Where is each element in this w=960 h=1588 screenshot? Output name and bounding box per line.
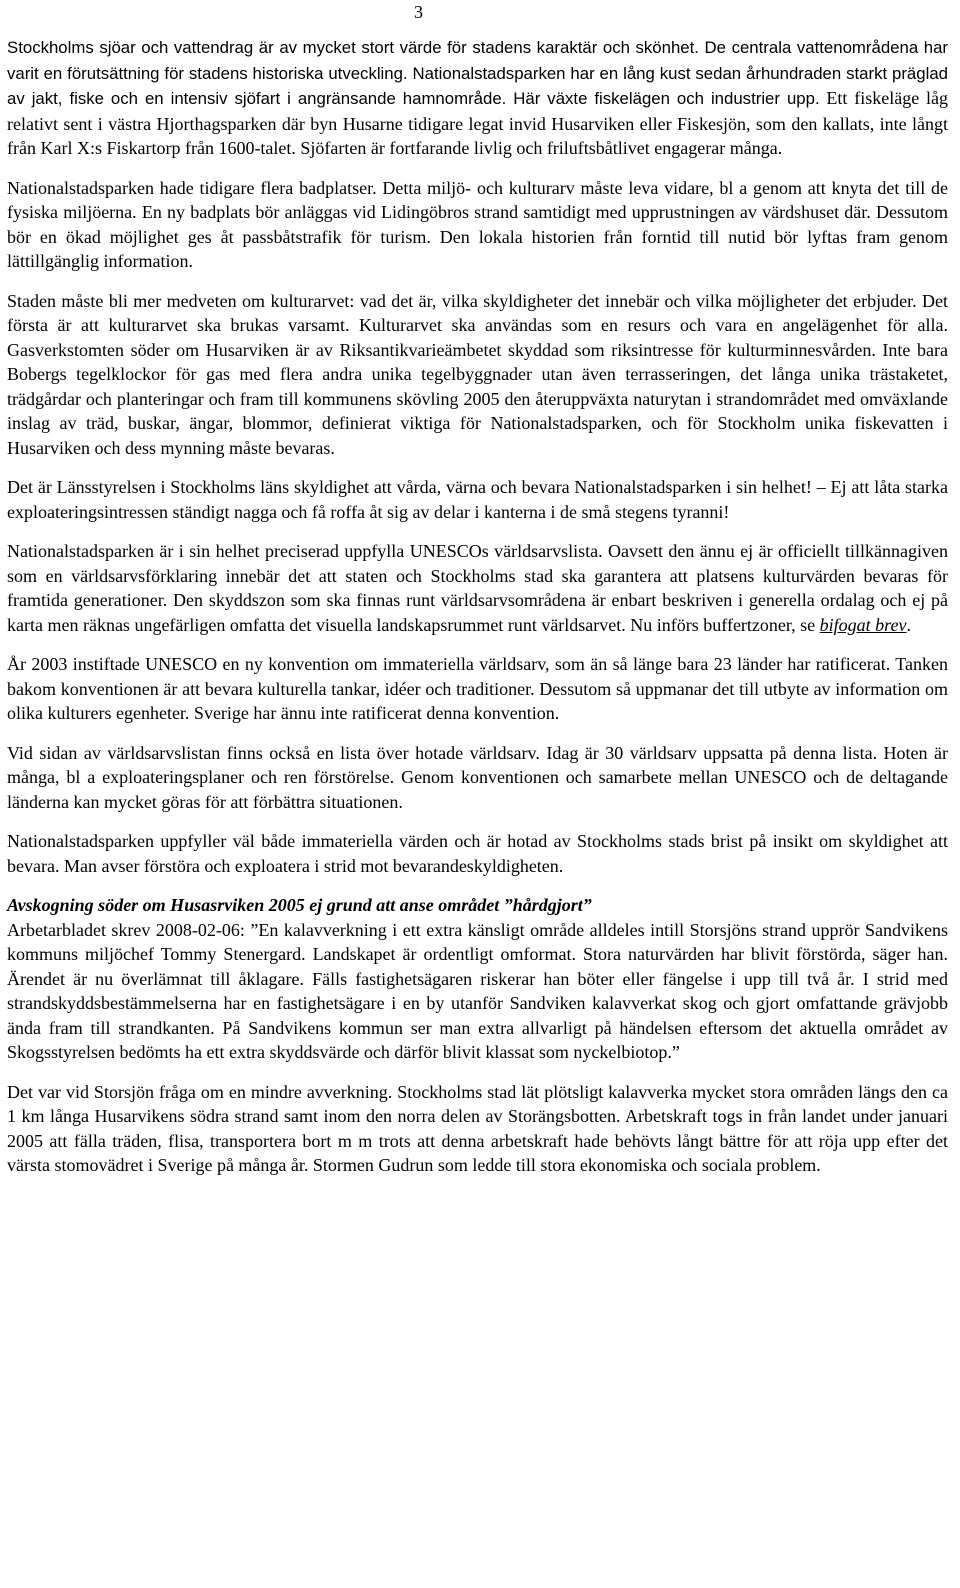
- paragraph-endangered-list: Vid sidan av världsarvslistan finns också en lista över hotade världsarv. Idag är 30 världsarv uppsatta på denna lista. Hoten är många, bl a exploateringsplaner och ren förstörelse. Genom konventionen och samarbete mellan UNESCO och de deltagande länderna kan mycket göras för att förbättra situationen.: [7, 742, 948, 812]
- paragraph-storsjon-felling: Det var vid Storsjön fråga om en mindre avverkning. Stockholms stad lät plötsligt kalavverka mycket stora områden längs den ca 1 km långa Husarvikens södra strand samt inom den norra delen av Storängsbotten. Arbetskraft togs in från landet under januari 2005 att fälla träden, flisa, transportera bort m m trots att denna arbetskraft hade behövts långt bättre för att röja upp efter det värsta stomovädret i Sverige på många år. Stormen Gudrun som ledde till stora ekonomiska och sociala problem.: [7, 1081, 948, 1175]
- paragraph-unesco-end: .: [906, 614, 911, 635]
- document-body: [7, 35, 948, 1178]
- paragraph-lakes-rest: Ett fiskeläge låg relativt sent i västra Hjorthagsparken där byn Husarne tidigare legat invid Husarviken eller Fiskesjön, som den kallats, inte långt från Karl X:s Fiskartorp från 1600-talet. Sjöfarten är fortfarande livlig och friluftsbåtlivet engagerar många.: [7, 88, 948, 158]
- paragraph-bathing: Nationalstadsparken hade tidigare flera badplatser. Detta miljö- och kulturarv måste leva vidare, bl a genom att knyta det till de fysiska miljöerna. En ny badplats bör anläggas vid Lidingöbros strand samtidigt med upprustningen av värdshuset där. Dessutom bör en ökad möjlighet ges åt passbåtstrafik för turism. Den lokala historien från forntid till nutid bör lyftas fram genom lättillgänglig information.: [7, 177, 948, 271]
- paragraph-newspaper-quote: Arbetarbladet skrev 2008-02-06: ”En kalavverkning i ett extra känsligt område alldeles intill Storsjöns strand upprör Sandvikens kommuns miljöchef Tommy Stenergard. Landskapet är ordentligt omformat. Stora naturvärden har blivit förstörda, säger han. Ärendet är nu överlämnat till åklagare. Fälls fastighetsägaren riskerar han böter eller fängelse i upp till två år. I strid med strandskyddsbestämmelserna har en fastighetsägare i en by utanför Sandviken kalavverkat skog och gjort omfattande grävjobb ända fram till strandkanten. På Sandvikens kommun ser man extra allvarligt på händelsen eftersom det aktuella området av Skogsstyrelsen bedömts ha ett extra skyddsvärde och därför blivit klassat som nyckelbiotop.”: [7, 919, 948, 1062]
- paragraph-unesco-text: Nationalstadsparken är i sin helhet preciserad uppfylla UNESCOs världsarvslista. Oavsett den ännu ej är officiellt tillkännagiven som en världsarvsförklaring innebär det att staten och Stockholms stad ska garantera att platsens kulturvärden bevaras för framtida generationer. Den skyddszon som ska finnas runt världsarvsområdena är enbart beskriven i generella ordalag och ej på karta men räknas ungefärligen omfatta det visuella landskapsrummet runt världsarvet. Nu införs buffertzoner, se: [7, 541, 948, 635]
- paragraph-lakes: [7, 35, 948, 161]
- paragraph-county-duty: Det är Länsstyrelsen i Stockholms läns skyldighet att vårda, värna och bevara Nationalstadsparken i sin helhet! – Ej att låta starka exploateringsintressen ständigt nagga och få roffa åt sig av delar i kanterna i de små stegens tyranni!: [7, 477, 948, 522]
- paragraph-lakes-intro: Stockholms sjöar och vattendrag är av mycket stort värde för stadens karaktär och skönhet. De centrala vattenområdena har varit en förutsättning för stadens historiska utveckling. Nationalstadsparken har en lång kust sedan århundraden starkt präglad av jakt, fiske och en intensiv sjöfart i angränsande hamnområde. Här växte fiskelägen och industrier upp.: [7, 38, 948, 108]
- attached-letter-link[interactable]: bifogat brev: [819, 614, 907, 635]
- paragraph-intangible-heritage: År 2003 instiftade UNESCO en ny konvention om immateriella världsarv, som än så länge bara 23 länder har ratificerat. Tanken bakom konventionen är att bevara kulturella tankar, idéer och traditioner. Dessutom så uppmanar det till utbyte av information om olika kulturers egenheter. Sverige har ännu inte ratificerat denna konvention.: [7, 654, 948, 723]
- section-heading: Avskogning söder om Husasrviken 2005 ej grund att anse området ”hårdgjort”: [7, 895, 592, 915]
- paragraph-cultural-heritage: Staden måste bli mer medveten om kulturarvet: vad det är, vilka skyldigheter det innebär och vilka möjligheter det erbjuder. Det första är att kulturarvet ska brukas varsamt. Kulturarvet ska användas som en resurs och vara en angelägenhet för alla. Gasverkstomten söder om Husarviken är av Riksantikvarieämbetet skyddad som riksintresse för kulturminnesvården. Inte bara Bobergs tegelklockor för gas med flera andra unika tegelbyggnader utan även terrasseringen, det långa unika trästaketet, trädgårdar och planteringar och fram till kommunens skövling 2005 den återuppväxta naturytan i strandområdet med omväxlande inslag av träd, buskar, ängar, blommor, definierat viktiga för Nationalstadsparken, och för Stockholm unika fiskevatten i Husarviken och dess mynning måste bevaras.: [7, 290, 948, 458]
- paragraph-unesco-list: [7, 539, 948, 637]
- paragraph-national-park-threat: Nationalstadsparken uppfyller väl både immateriella värden och är hotad av Stockholms stads brist på insikt om skyldighet att bevara. Man avser förstöra och exploatera i strid mot bevarandeskyldigheten.: [7, 831, 948, 876]
- page-number: 3: [414, 2, 423, 22]
